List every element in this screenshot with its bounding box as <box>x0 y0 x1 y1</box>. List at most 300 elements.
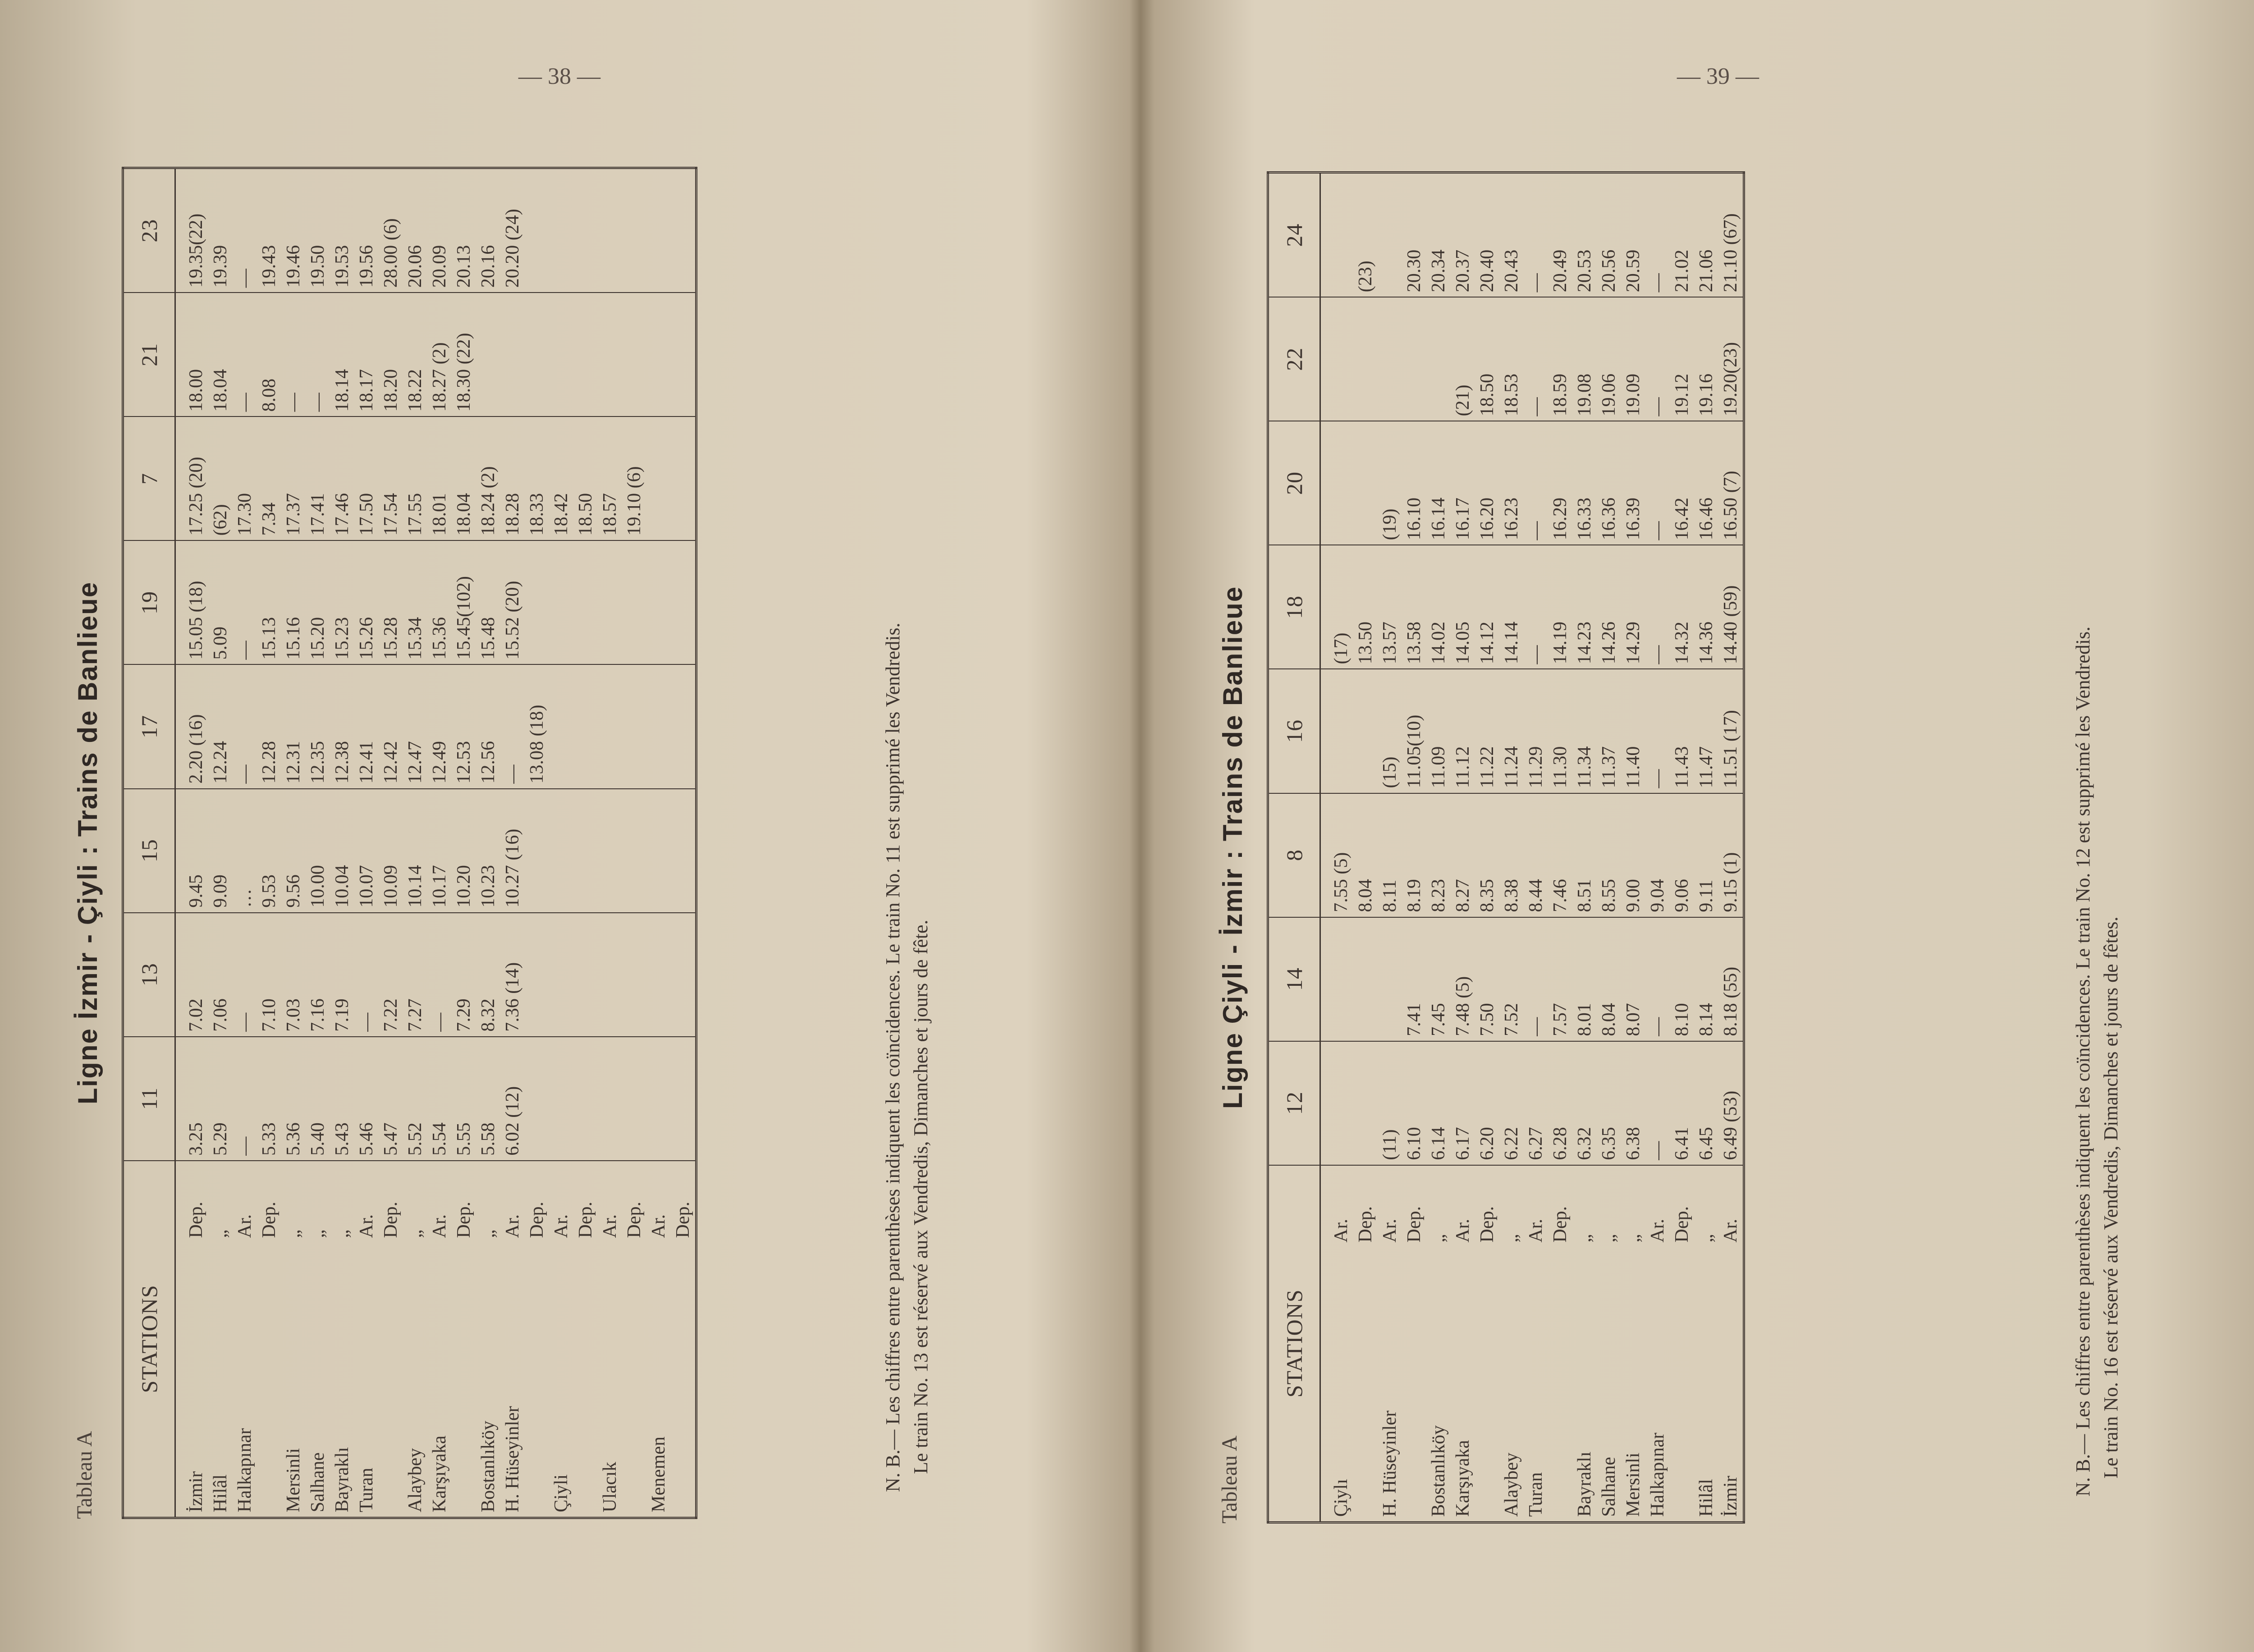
time-cell: 15.26 <box>354 540 379 664</box>
time-cell: 5.09 <box>208 540 233 664</box>
time-cell <box>1329 421 1353 545</box>
time-cell: 6.38 <box>1621 1041 1645 1165</box>
time-cell: 7.50 <box>1475 917 1499 1041</box>
table-row <box>1329 173 1353 1523</box>
time-cell <box>549 540 573 664</box>
time-cell: 13.08 (18) <box>525 664 549 788</box>
arrival-departure-label: Dep. <box>454 1201 474 1238</box>
time-cell: 14.29 <box>1621 545 1645 669</box>
table-row <box>1475 173 1499 1523</box>
time-cell <box>1353 1041 1378 1165</box>
station-name: Alaybey <box>405 1448 426 1512</box>
time-cell: 5.29 <box>208 1037 233 1161</box>
time-cell <box>622 168 646 293</box>
time-cell: 16.39 <box>1621 421 1645 545</box>
time-cell: 11.30 <box>1548 669 1572 793</box>
time-cell: 13.57 <box>1378 545 1402 669</box>
time-cell: 20.09 <box>427 168 452 293</box>
timetable <box>1267 171 1745 1524</box>
time-cell: 17.50 <box>354 416 379 540</box>
train-number-header: 8 <box>1268 793 1320 917</box>
table-row <box>500 168 525 1518</box>
time-cell: 6.28 <box>1548 1041 1572 1165</box>
station-name: Karşıyaka <box>1452 1440 1473 1517</box>
table-row <box>1718 173 1744 1523</box>
time-cell <box>573 664 598 788</box>
time-cell <box>573 540 598 664</box>
time-cell: 18.57 <box>598 416 622 540</box>
time-cell: 11.43 <box>1670 669 1694 793</box>
time-cell: 16.17 <box>1451 421 1475 545</box>
time-cell: 18.17 <box>354 293 379 416</box>
time-cell: 9.45 <box>184 789 208 913</box>
arrival-departure-label: „ <box>1574 1234 1595 1243</box>
train-number-header: 20 <box>1268 421 1320 545</box>
time-cell: 7.45 <box>1426 917 1451 1041</box>
time-cell <box>549 789 573 913</box>
time-cell <box>646 416 671 540</box>
station-name <box>452 1238 476 1518</box>
time-cell: 10.20 <box>452 789 476 913</box>
station-name: Halkapınar <box>234 1428 255 1512</box>
footnote-line: N. B.— Les chiffres entre parenthèses indiquent les coïncidences. Le train No. 11 est supprimé les Vendredis. <box>882 622 904 1492</box>
time-cell: 6.02 (12) <box>500 1037 525 1161</box>
time-cell: 20.43 <box>1499 173 1524 297</box>
time-cell: 14.12 <box>1475 545 1499 669</box>
station-name: Salhane <box>1599 1457 1619 1517</box>
footnote-line: Le train No. 16 est réservé aux Vendredis, Dimanches et jours de fêtes. <box>2100 916 2122 1478</box>
time-cell: 18.30 (22) <box>452 293 476 416</box>
time-cell: 20.20 (24) <box>500 168 525 293</box>
time-cell: 15.52 (20) <box>500 540 525 664</box>
time-cell: 10.27 (16) <box>500 789 525 913</box>
time-cell: 8.32 <box>476 913 500 1037</box>
time-cell <box>1329 173 1353 297</box>
time-cell <box>573 913 598 1037</box>
train-number-header: 17 <box>123 664 175 788</box>
time-cell: 18.04 <box>452 416 476 540</box>
time-cell: 8.04 <box>1353 793 1378 917</box>
time-cell <box>622 540 646 664</box>
time-cell: — <box>306 293 330 416</box>
station-name: Hilâl <box>210 1474 231 1512</box>
time-cell: — <box>1524 421 1548 545</box>
station-name: Çiyli <box>551 1474 572 1512</box>
time-cell: 10.23 <box>476 789 500 913</box>
time-cell: 7.57 <box>1548 917 1572 1041</box>
time-cell: 16.29 <box>1548 421 1572 545</box>
arrival-departure-label: „ <box>307 1229 328 1238</box>
time-cell: 5.40 <box>306 1037 330 1161</box>
station-name: Bostanlıköy <box>478 1420 499 1512</box>
time-cell: 20.16 <box>476 168 500 293</box>
time-cell: 9.00 <box>1621 793 1645 917</box>
arrival-departure-label: Ar. <box>1526 1218 1546 1243</box>
table-row <box>281 168 306 1518</box>
time-cell: 19.16 <box>1694 297 1718 421</box>
time-cell <box>646 664 671 788</box>
time-cell: 5.33 <box>257 1037 281 1161</box>
arrival-departure-label: „ <box>283 1229 304 1238</box>
stations-header: STATIONS <box>1268 1165 1320 1523</box>
time-cell: — <box>1645 545 1670 669</box>
time-cell: 11.51 (17) <box>1718 669 1744 793</box>
time-cell <box>1353 917 1378 1041</box>
time-cell: 5.54 <box>427 1037 452 1161</box>
time-cell: 15.36 <box>427 540 452 664</box>
table-row <box>208 168 233 1518</box>
time-cell: 8.11 <box>1378 793 1402 917</box>
station-name: Mersinli <box>283 1448 304 1512</box>
time-cell <box>500 293 525 416</box>
arrival-departure-label: Dep. <box>259 1201 279 1238</box>
time-cell: 8.55 <box>1597 793 1621 917</box>
time-cell <box>549 1037 573 1161</box>
time-cell: 19.20(23) <box>1718 297 1744 421</box>
spacer-row <box>1320 173 1329 1523</box>
time-cell: (15) <box>1378 669 1402 793</box>
time-cell: 19.08 <box>1572 297 1597 421</box>
time-cell: 16.20 <box>1475 421 1499 545</box>
time-cell: 19.43 <box>257 168 281 293</box>
time-cell: 17.30 <box>233 416 257 540</box>
time-cell: (21) <box>1451 297 1475 421</box>
time-cell: 10.09 <box>379 789 403 913</box>
train-number-header: 14 <box>1268 917 1320 1041</box>
time-cell: 20.40 <box>1475 173 1499 297</box>
station-name: H. Hüseyinler <box>1379 1410 1400 1517</box>
time-cell: 15.05 (18) <box>184 540 208 664</box>
time-cell <box>671 1037 696 1161</box>
time-cell: — <box>1524 545 1548 669</box>
time-cell: 7.52 <box>1499 917 1524 1041</box>
time-cell: 6.20 <box>1475 1041 1499 1165</box>
train-number-header: 15 <box>123 789 175 913</box>
time-cell: 12.56 <box>476 664 500 788</box>
table-row <box>646 168 671 1518</box>
stations-header: STATIONS <box>123 1161 175 1518</box>
arrival-departure-label: Dep. <box>1404 1206 1425 1243</box>
time-cell: 18.28 <box>500 416 525 540</box>
time-cell: — <box>1645 297 1670 421</box>
time-cell: 7.22 <box>379 913 403 1037</box>
time-cell: 14.02 <box>1426 545 1451 669</box>
time-cell <box>573 789 598 913</box>
station-name: Bayraklı <box>1574 1451 1595 1517</box>
time-cell: — <box>1524 297 1548 421</box>
time-cell <box>525 789 549 913</box>
time-cell: 12.28 <box>257 664 281 788</box>
timetable-title: Ligne İzmir - Çiyli : Trains de Banlieue <box>73 581 103 1105</box>
time-cell <box>622 913 646 1037</box>
time-cell: 15.20 <box>306 540 330 664</box>
time-cell: 6.14 <box>1426 1041 1451 1165</box>
station-name <box>622 1238 646 1518</box>
time-cell: 7.02 <box>184 913 208 1037</box>
time-cell <box>1378 917 1402 1041</box>
time-cell <box>549 913 573 1037</box>
time-cell: 12.53 <box>452 664 476 788</box>
time-cell <box>525 293 549 416</box>
time-cell: 18.00 <box>184 293 208 416</box>
time-cell: 19.50 <box>306 168 330 293</box>
time-cell: 18.24 (2) <box>476 416 500 540</box>
time-cell: 10.07 <box>354 789 379 913</box>
time-cell: — <box>233 540 257 664</box>
table-row <box>525 168 549 1518</box>
arrival-departure-label: Ar. <box>502 1214 523 1238</box>
time-cell: 14.05 <box>1451 545 1475 669</box>
table-row <box>1426 173 1451 1523</box>
arrival-departure-label: Dep. <box>1355 1206 1376 1243</box>
time-cell: 16.36 <box>1597 421 1621 545</box>
station-name: Ulacık <box>600 1462 620 1512</box>
time-cell: 7.06 <box>208 913 233 1037</box>
time-cell: 19.12 <box>1670 297 1694 421</box>
time-cell <box>671 168 696 293</box>
time-cell: 17.55 <box>403 416 427 540</box>
time-cell: (11) <box>1378 1041 1402 1165</box>
time-cell: — <box>1524 917 1548 1041</box>
time-cell: 19.06 <box>1597 297 1621 421</box>
time-cell: 5.43 <box>330 1037 354 1161</box>
station-name: Çiylı <box>1331 1478 1351 1517</box>
time-cell <box>525 540 549 664</box>
arrival-departure-label: Ar. <box>1452 1218 1473 1243</box>
time-cell: — <box>427 913 452 1037</box>
table-row <box>1353 173 1378 1523</box>
arrival-departure-label: „ <box>1623 1234 1644 1243</box>
time-cell: 12.31 <box>281 664 306 788</box>
table-row <box>379 168 403 1518</box>
time-cell <box>622 1037 646 1161</box>
time-cell: 17.41 <box>306 416 330 540</box>
arrival-departure-label: Ar. <box>648 1214 669 1238</box>
time-cell: 20.37 <box>1451 173 1475 297</box>
table-row <box>233 168 257 1518</box>
table-row <box>403 168 427 1518</box>
time-cell: 16.14 <box>1426 421 1451 545</box>
time-cell <box>598 293 622 416</box>
time-cell: 20.06 <box>403 168 427 293</box>
train-number-header: 16 <box>1268 669 1320 793</box>
time-cell: 6.49 (53) <box>1718 1041 1744 1165</box>
time-cell: 11.29 <box>1524 669 1548 793</box>
timetable <box>122 167 697 1519</box>
time-cell: 8.38 <box>1499 793 1524 917</box>
arrival-departure-label: Ar. <box>600 1214 620 1238</box>
table-row <box>1621 173 1645 1523</box>
time-cell: 12.24 <box>208 664 233 788</box>
arrival-departure-label: „ <box>1501 1234 1522 1243</box>
time-cell <box>1378 297 1402 421</box>
time-cell: 18.14 <box>330 293 354 416</box>
table-row <box>452 168 476 1518</box>
time-cell <box>573 168 598 293</box>
time-cell: (19) <box>1378 421 1402 545</box>
time-cell: 12.35 <box>306 664 330 788</box>
time-cell: 6.35 <box>1597 1041 1621 1165</box>
time-cell: 20.30 <box>1402 173 1426 297</box>
time-cell <box>646 168 671 293</box>
station-name: İzmir <box>1720 1476 1741 1517</box>
arrival-departure-label: Dep. <box>1477 1206 1498 1243</box>
table-row <box>1499 173 1524 1523</box>
train-number-header: 11 <box>123 1037 175 1161</box>
time-cell: 8.08 <box>257 293 281 416</box>
time-cell: 18.04 <box>208 293 233 416</box>
arrival-departure-label: Dep. <box>1550 1206 1571 1243</box>
time-cell: 8.51 <box>1572 793 1597 917</box>
time-cell: 7.16 <box>306 913 330 1037</box>
time-cell: 7.03 <box>281 913 306 1037</box>
time-cell: 7.34 <box>257 416 281 540</box>
time-cell <box>598 168 622 293</box>
time-cell <box>671 664 696 788</box>
time-cell <box>1402 297 1426 421</box>
time-cell: — <box>500 664 525 788</box>
time-cell <box>476 293 500 416</box>
time-cell: (62) <box>208 416 233 540</box>
time-cell: 11.40 <box>1621 669 1645 793</box>
time-cell: 19.53 <box>330 168 354 293</box>
time-cell: 21.10 (67) <box>1718 173 1744 297</box>
time-cell: 8.35 <box>1475 793 1499 917</box>
table-label: Tableau A <box>73 1431 96 1519</box>
time-cell <box>671 416 696 540</box>
time-cell: — <box>1645 421 1670 545</box>
time-cell: 6.45 <box>1694 1041 1718 1165</box>
time-cell: 7.55 (5) <box>1329 793 1353 917</box>
time-cell: 8.07 <box>1621 917 1645 1041</box>
time-cell <box>646 913 671 1037</box>
arrival-departure-label: Ar. <box>356 1214 377 1238</box>
time-cell <box>549 293 573 416</box>
time-cell: 28.00 (6) <box>379 168 403 293</box>
time-cell: 3.25 <box>184 1037 208 1161</box>
time-cell: 8.18 (55) <box>1718 917 1744 1041</box>
train-number-header: 13 <box>123 913 175 1037</box>
time-cell: 13.58 <box>1402 545 1426 669</box>
time-cell: 19.56 <box>354 168 379 293</box>
station-name: Alaybey <box>1501 1452 1522 1517</box>
arrival-departure-label: „ <box>405 1229 426 1238</box>
train-number-header: 21 <box>123 293 175 416</box>
time-cell: 14.23 <box>1572 545 1597 669</box>
time-cell: 8.27 <box>1451 793 1475 917</box>
time-cell <box>646 540 671 664</box>
time-cell <box>646 293 671 416</box>
train-number-header: 23 <box>123 168 175 293</box>
time-cell <box>622 789 646 913</box>
time-cell: 17.54 <box>379 416 403 540</box>
time-cell: 17.37 <box>281 416 306 540</box>
time-cell: 5.55 <box>452 1037 476 1161</box>
time-cell: 9.11 <box>1694 793 1718 917</box>
arrival-departure-label: „ <box>210 1229 231 1238</box>
time-cell: 11.05(10) <box>1402 669 1426 793</box>
time-cell <box>525 1037 549 1161</box>
table-row <box>354 168 379 1518</box>
arrival-departure-label: Dep. <box>1672 1206 1692 1243</box>
station-name: H. Hüseyinler <box>502 1406 523 1512</box>
station-name: Bayraklı <box>332 1447 353 1512</box>
time-cell <box>1329 669 1353 793</box>
time-cell: 19.35(22) <box>184 168 208 293</box>
time-cell <box>525 913 549 1037</box>
time-cell: 16.46 <box>1694 421 1718 545</box>
arrival-departure-label: Ar. <box>1379 1218 1400 1243</box>
time-cell: 6.32 <box>1572 1041 1597 1165</box>
time-cell <box>549 168 573 293</box>
time-cell: 7.41 <box>1402 917 1426 1041</box>
time-cell: 6.27 <box>1524 1041 1548 1165</box>
time-cell: 19.10 (6) <box>622 416 646 540</box>
time-cell: 15.28 <box>379 540 403 664</box>
time-cell: 18.22 <box>403 293 427 416</box>
table-row <box>476 168 500 1518</box>
time-cell: 2.20 (16) <box>184 664 208 788</box>
table-row <box>306 168 330 1518</box>
time-cell: 19.46 <box>281 168 306 293</box>
time-cell: 16.42 <box>1670 421 1694 545</box>
time-cell: 7.10 <box>257 913 281 1037</box>
time-cell <box>646 1037 671 1161</box>
train-number-header: 18 <box>1268 545 1320 669</box>
time-cell <box>646 789 671 913</box>
time-cell: — <box>281 293 306 416</box>
time-cell: — <box>1524 173 1548 297</box>
time-cell: 9.06 <box>1670 793 1694 917</box>
time-cell: 18.50 <box>1475 297 1499 421</box>
time-cell <box>598 913 622 1037</box>
station-name: Bostanlıköy <box>1428 1425 1449 1517</box>
time-cell <box>622 293 646 416</box>
arrival-departure-label: Ar. <box>429 1214 450 1238</box>
time-cell: 19.09 <box>1621 297 1645 421</box>
train-number-header: 19 <box>123 540 175 664</box>
time-cell: 5.46 <box>354 1037 379 1161</box>
time-cell <box>622 664 646 788</box>
table-row <box>1645 173 1670 1523</box>
station-name <box>1475 1242 1499 1522</box>
time-cell: 5.47 <box>379 1037 403 1161</box>
time-cell: 18.50 <box>573 416 598 540</box>
time-cell: 20.59 <box>1621 173 1645 297</box>
time-cell: 8.10 <box>1670 917 1694 1041</box>
arrival-departure-label: Ar. <box>551 1214 572 1238</box>
time-cell: 14.26 <box>1597 545 1621 669</box>
time-cell: — <box>1645 917 1670 1041</box>
time-cell: 12.41 <box>354 664 379 788</box>
station-name <box>525 1238 549 1518</box>
time-cell: 12.38 <box>330 664 354 788</box>
time-cell: 10.14 <box>403 789 427 913</box>
table-row <box>1597 173 1621 1523</box>
arrival-departure-label: „ <box>1599 1234 1619 1243</box>
time-cell: — <box>233 664 257 788</box>
time-cell: 15.23 <box>330 540 354 664</box>
table-row <box>671 168 696 1518</box>
table-row <box>257 168 281 1518</box>
time-cell: 7.27 <box>403 913 427 1037</box>
time-cell <box>598 1037 622 1161</box>
arrival-departure-label: „ <box>1696 1234 1717 1243</box>
time-cell <box>671 789 696 913</box>
time-cell: 9.53 <box>257 789 281 913</box>
time-cell <box>671 913 696 1037</box>
column-headers <box>1268 173 1320 1523</box>
